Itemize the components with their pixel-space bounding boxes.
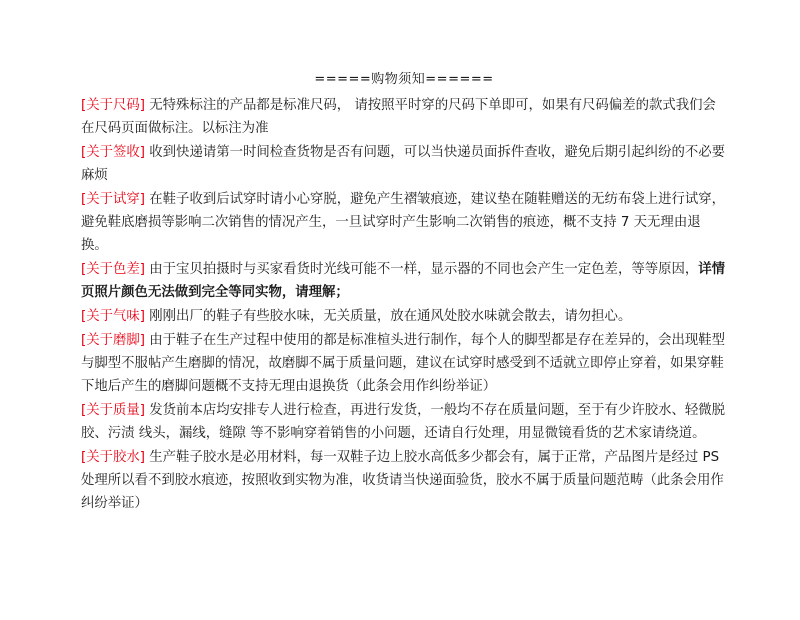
- section-glue: [81, 446, 727, 515]
- section-tag: [关于磨脚]: [81, 333, 146, 348]
- section-tag: [关于色差]: [81, 262, 146, 277]
- section-color-difference: [81, 258, 727, 304]
- page-title: =====购物须知======: [314, 72, 494, 87]
- shopping-notice: [81, 70, 727, 516]
- section-size: [81, 94, 727, 140]
- section-text: 刚刚出厂的鞋子有些胶水味，无关质量，放在通风处胶水味就会散去，请勿担心。: [145, 309, 632, 324]
- section-tag: [关于签收]: [81, 145, 146, 160]
- section-quality: [81, 399, 727, 445]
- section-text: 无特殊标注的产品都是标准尺码， 请按照平时穿的尺码下单即可，如果有尺码偏差的款式我们会在尺码页面做标注。以标注为准: [81, 98, 716, 136]
- section-odor: [81, 305, 727, 328]
- section-receipt: [81, 141, 727, 187]
- section-bold-text: 详情页照片颜色无法做到完全等同实物，请理解；: [81, 262, 726, 300]
- section-tag: [关于尺码]: [81, 98, 146, 113]
- section-text: 在鞋子收到后试穿时请小心穿脱，避免产生褶皱痕迹，建议垫在随鞋赠送的无纺布袋上进行试穿，避免鞋底磨损等影响二次销售的情况产生，一旦试穿时产生影响二次销售的痕迹，概不支持 7 天无理由退换。: [81, 192, 726, 253]
- section-tag: [关于试穿]: [81, 192, 146, 207]
- section-text: 发货前本店均安排专人进行检查，再进行发货，一般均不存在质量问题，至于有少许胶水、轻微脱胶、污渍 线头，漏线，缝隙 等不影响穿着销售的小问题，还请自行处理，用显微镜看货的艺术家请绕道。: [81, 403, 726, 441]
- section-text: 由于鞋子在生产过程中使用的都是标准楦头进行制作，每个人的脚型都是存在差异的，会出现鞋型与脚型不服帖产生磨脚的情况，故磨脚不属于质量问题，建议在试穿时感受到不适就立即停止穿着，如果穿鞋下地后产生的磨脚问题概不支持无理由退换货（此条会用作纠纷举证）: [81, 333, 726, 394]
- section-tag: [关于胶水]: [81, 450, 146, 465]
- section-try-on: [81, 188, 727, 257]
- section-text: 收到快递请第一时间检查货物是否有问题，可以当快递员面拆件查收，避免后期引起纠纷的不必要麻烦: [81, 145, 726, 183]
- section-text: 生产鞋子胶水是必用材料，每一双鞋子边上胶水高低多少都会有，属于正常，产品图片是经过 PS 处理所以看不到胶水痕迹，按照收到实物为准，收货请当快递面验货，胶水不属于质量问题范畴（此条会用作纠纷举证）: [81, 450, 724, 511]
- section-chafing: [81, 329, 727, 398]
- section-tag: [关于气味]: [81, 309, 146, 324]
- section-text: 由于宝贝拍摄时与买家看货时光线可能不一样，显示器的不同也会产生一定色差，等等原因，: [145, 262, 699, 277]
- section-tag: [关于质量]: [81, 403, 146, 418]
